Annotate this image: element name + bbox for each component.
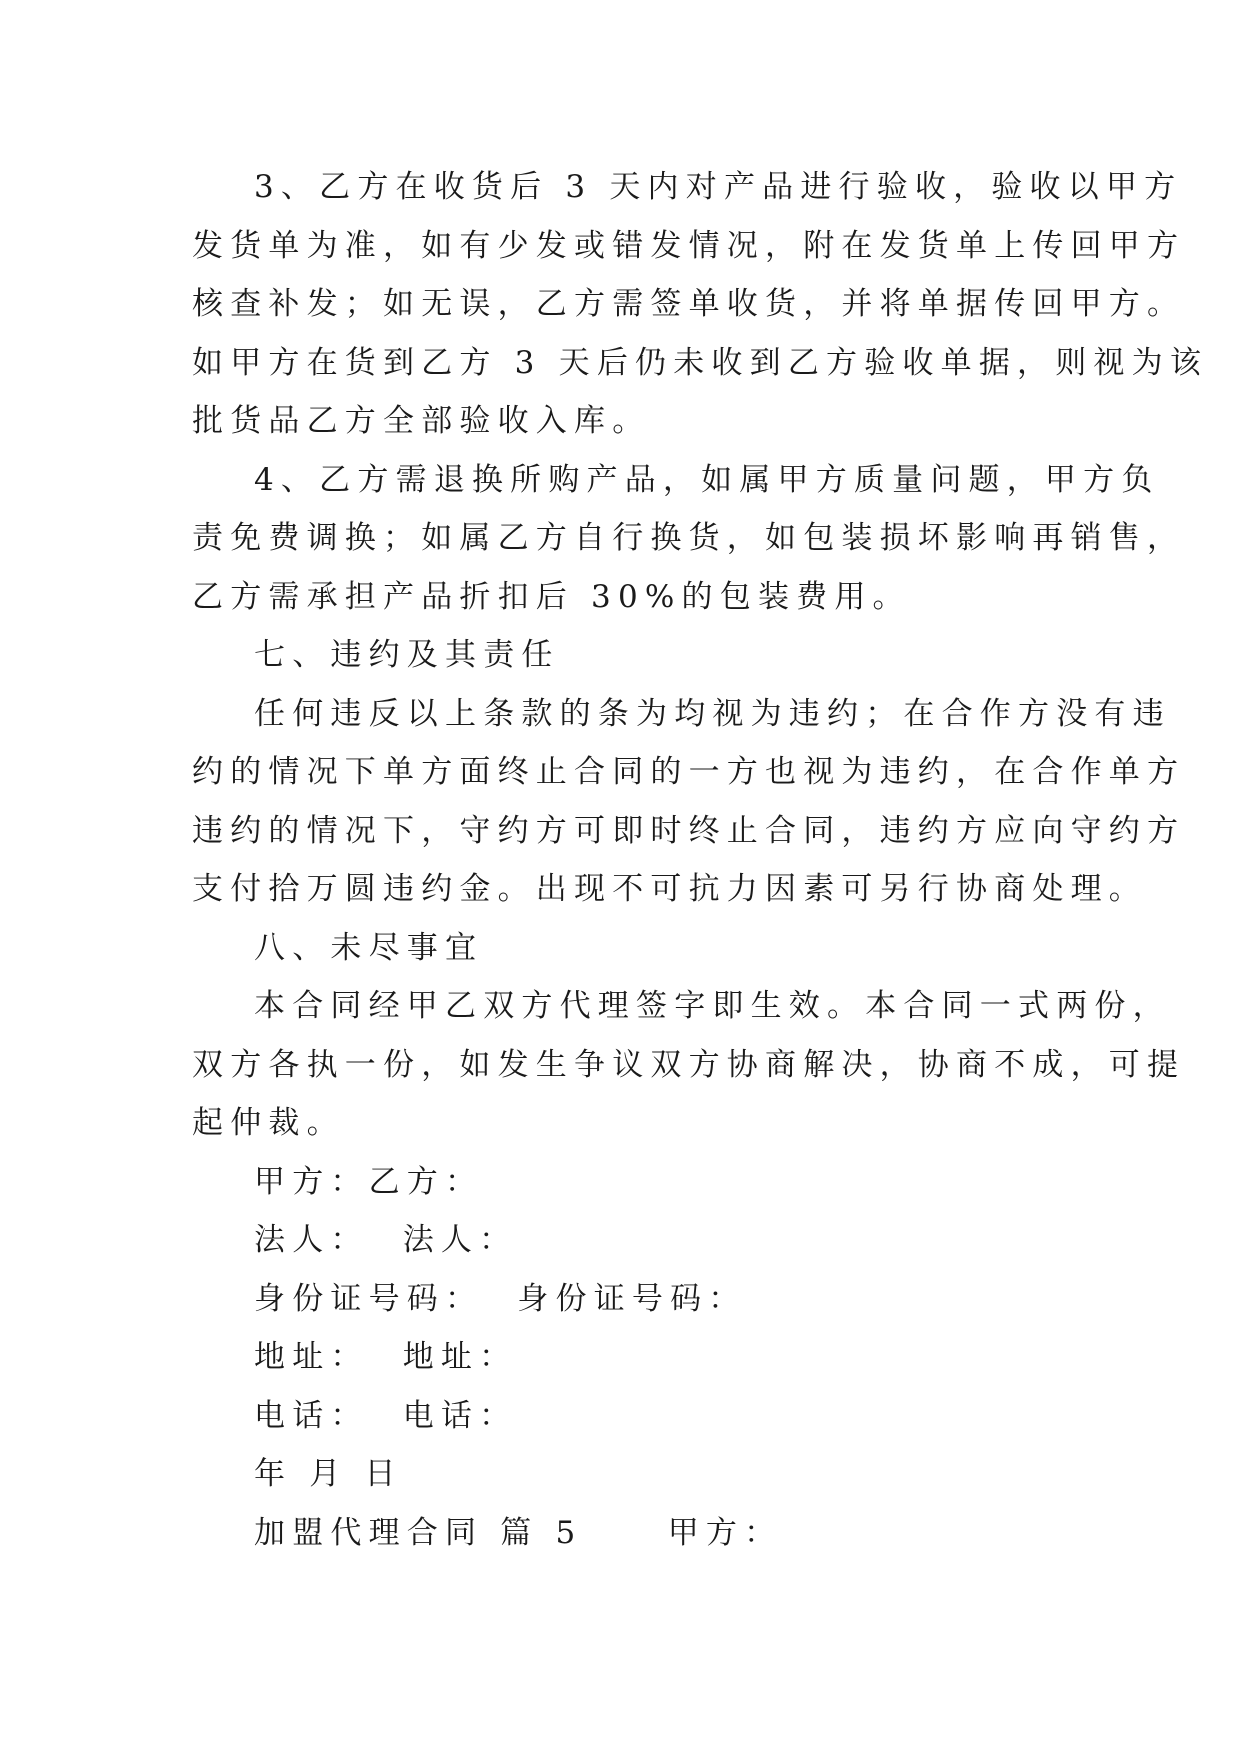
- signature-address: 地址： 地址：: [254, 1339, 518, 1375]
- paragraph-line: 批货品乙方全部验收入库。: [192, 403, 651, 439]
- paragraph-line: 本合同经甲乙双方代理签字即生效。本合同一式两份，: [254, 988, 1171, 1024]
- signature-date: 年 月 日: [254, 1456, 403, 1492]
- paragraph-line: 责免费调换；如属乙方自行换货，如包装损坏影响再销售，: [192, 520, 1186, 556]
- next-contract-title: 加盟代理合同 篇 5 甲方：: [254, 1514, 783, 1551]
- signature-phone: 电话： 电话：: [254, 1397, 518, 1434]
- signature-legal-person: 法人： 法人：: [254, 1222, 518, 1258]
- paragraph-line: 4、乙方需退换所购产品，如属甲方质量问题，甲方负: [254, 461, 1160, 498]
- paragraph-line: 起仲裁。: [192, 1105, 345, 1141]
- paragraph-line: 约的情况下单方面终止合同的一方也视为违约，在合作单方: [192, 754, 1186, 790]
- section-heading: 八、未尽事宜: [254, 929, 484, 966]
- paragraph-line: 双方各执一份，如发生争议双方协商解决，协商不成，可提: [192, 1046, 1186, 1083]
- paragraph-line: 违约的情况下，守约方可即时终止合同，违约方应向守约方: [192, 812, 1186, 849]
- paragraph-line: 3、乙方在收货后 3 天内对产品进行验收，验收以甲方: [254, 169, 1183, 205]
- section-heading: 七、违约及其责任: [254, 637, 560, 673]
- paragraph-line: 支付拾万圆违约金。出现不可抗力因素可另行协商处理。: [192, 871, 1147, 907]
- contract-text: [192, 158, 1209, 1562]
- paragraph-line: 如甲方在货到乙方 3 天后仍未收到乙方验收单据，则视为该: [192, 344, 1209, 381]
- paragraph-line: 核查补发；如无误，乙方需签单收货，并将单据传回甲方。: [192, 286, 1186, 322]
- paragraph-line: 任何违反以上条款的条为均视为违约；在合作方没有违: [254, 695, 1171, 732]
- paragraph-line: 乙方需承担产品折扣后 30%的包装费用。: [192, 578, 911, 615]
- paragraph-line: 发货单为准，如有少发或错发情况，附在发货单上传回甲方: [192, 227, 1186, 264]
- signature-party: 甲方：乙方：: [254, 1163, 484, 1200]
- signature-id-number: 身份证号码： 身份证号码：: [254, 1280, 747, 1317]
